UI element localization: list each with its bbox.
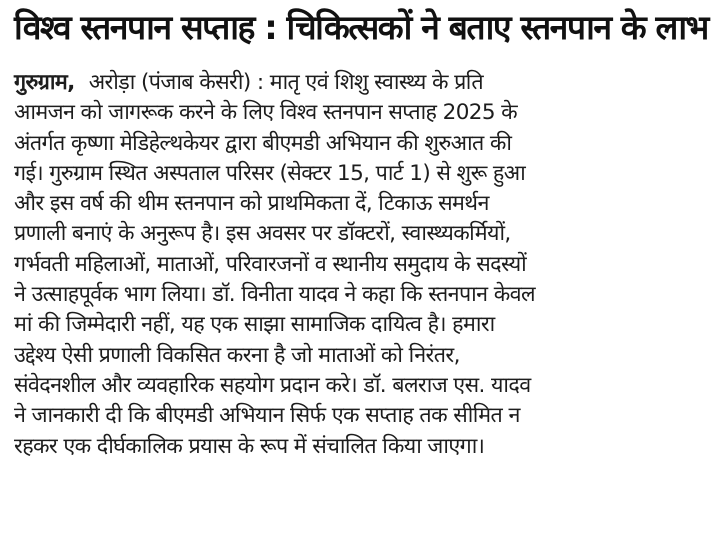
- body-line: [14, 68, 708, 98]
- body-line: मां की जिम्मेदारी नहीं, यह एक साझा सामाजिक दायित्व है। हमारा: [14, 312, 495, 338]
- body-line: प्रणाली बनाएं के अनुरूप है। इस अवसर पर डॉक्टरों, स्वास्थ्यकर्मियों,: [14, 221, 511, 247]
- body-line: संवेदनशील और व्यवहारिक सहयोग प्रदान करे। डॉ. बलराज एस. यादव: [14, 372, 531, 398]
- body-line: आमजन को जागरूक करने के लिए विश्व स्तनपान सप्ताह 2025 के: [14, 100, 518, 126]
- body-line: ने जानकारी दी कि बीएमडी अभियान सिर्फ एक सप्ताह तक सीमित न: [14, 403, 520, 429]
- body-line: उद्देश्य ऐसी प्रणाली विकसित करना है जो माताओं को निरंतर,: [14, 342, 460, 368]
- body-line-text: अरोड़ा (पंजाब केसरी) : मातृ एवं शिशु स्वास्थ्य के प्रति: [88, 70, 483, 95]
- body-line: ने उत्साहपूर्वक भाग लिया। डॉ. विनीता यादव ने कहा कि स्तनपान केवल: [14, 282, 535, 308]
- body-line: और इस वर्ष की थीम स्तनपान को प्राथमिकता दें, टिकाऊ समर्थन: [14, 191, 489, 217]
- body-line: गई। गुरुग्राम स्थित अस्पताल परिसर (सेक्टर 15, पार्ट 1) से शुरू हुआ: [14, 160, 526, 186]
- article-body: [14, 68, 708, 462]
- dateline: गुरुग्राम,: [14, 70, 75, 95]
- body-line: अंतर्गत कृष्णा मेडिहेल्थकेयर द्वारा बीएमडी अभियान की शुरुआत की: [14, 130, 512, 156]
- headline: विश्व स्तनपान सप्ताह : चिकित्सकों ने बताए स्तनपान के लाभ: [14, 8, 708, 47]
- body-line: रहकर एक दीर्घकालिक प्रयास के रूप में संचालित किया जाएगा।: [14, 433, 485, 459]
- body-line: गर्भवती महिलाओं, माताओं, परिवारजनों व स्थानीय समुदाय के सदस्यों: [14, 251, 527, 277]
